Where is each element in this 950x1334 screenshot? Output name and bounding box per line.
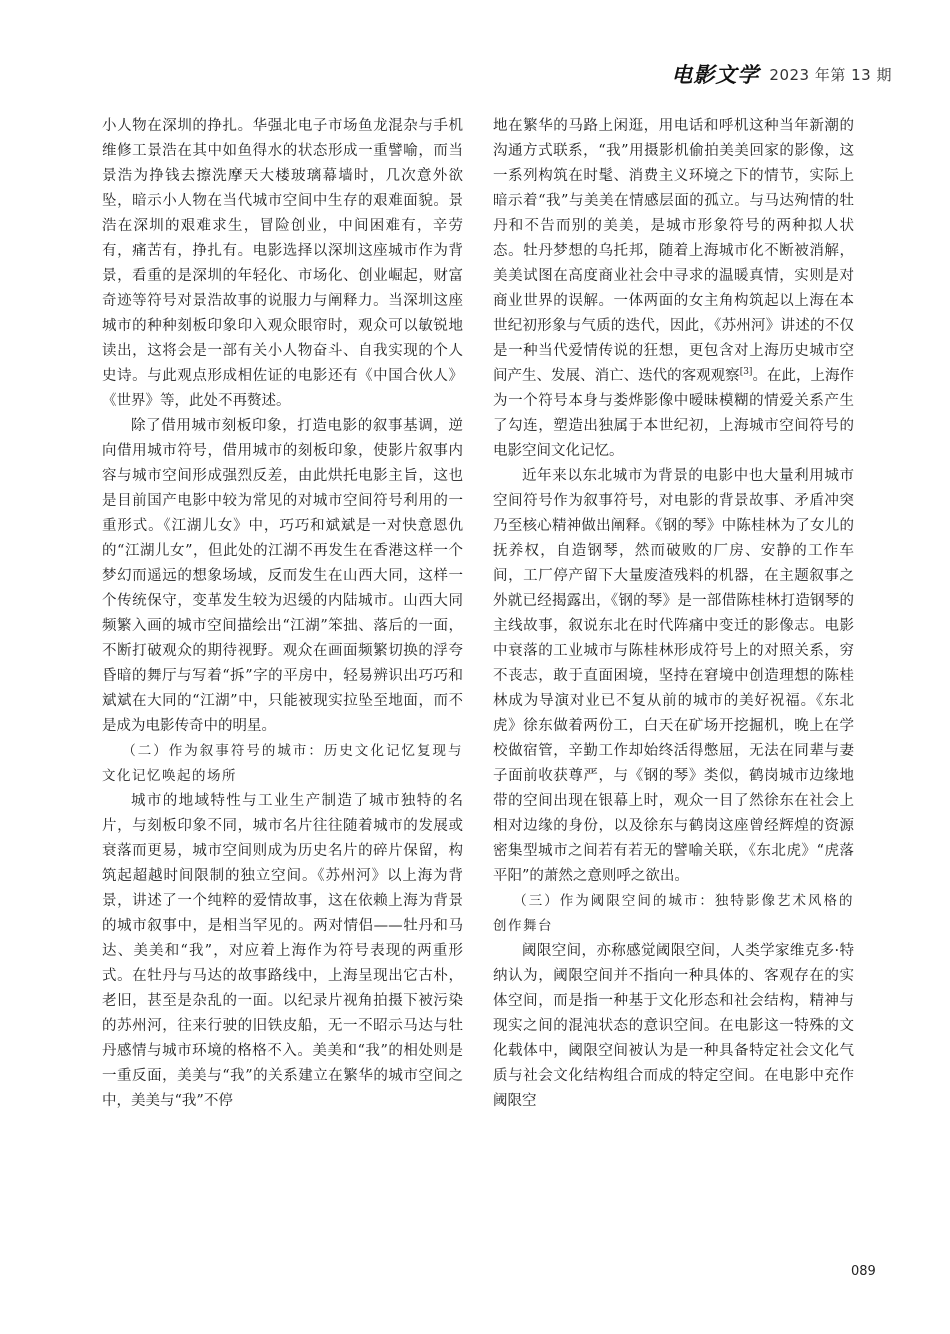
paragraph: 城市的地域特性与工业生产制造了城市独特的名片，与刻板印象不同，城市名片往往随着城市的发展或衰落而更易，城市空间则成为历史名片的碎片保留，构筑起超越时间限制的独立空间。《苏州河》以上海为背景，讲述了一个纯粹的爱情故事，这在依赖上海为背景的城市叙事中，是相当罕见的。两对情侣——牡丹和马达、美美和“我”，对应着上海作为符号表现的两重形式。在牡丹与马达的故事路线中，上海呈现出它古朴，老旧，甚至是杂乱的一面。以纪录片视角拍摄下被污染的苏州河，往来行驶的旧铁皮船，无一不昭示马达与牡丹感情与城市环境的格格不入。美美和“我”的相处则是一重反面，美美与“我”的关系建立在繁华的城市空间之中，美美与“我”不停	[102, 793, 463, 1109]
paragraph-text: 地在繁华的马路上闲逛，用电话和呼机这种当年新潮的沟通方式联系，“我”用摄影机偷拍美美回家的影像，这一系列构筑在时髦、消费主义环境之下的情节，实际上暗示着“我”与美美在情感层面的孤立。与马达殉情的牡丹和不告而别的美美，是城市形象符号的两种拟人状态。牡丹梦想的乌托邦，随着上海城市化不断被消解，美美试图在高度商业社会中寻求的温暖真情，实则是对商业世界的误解。一体两面的女主角构筑起以上海在本世纪初形象与气质的迭代，因此，《苏州河》讲述的不仅是一种当代爱情传说的狂想，更包含对上海历史城市空间产生、发展、消亡、迭代的客观观察	[493, 118, 854, 384]
paragraph: 小人物在深圳的挣扎。华强北电子市场鱼龙混杂与手机维修工景浩在其中如鱼得水的状态形成一重譬喻，而当景浩为挣钱去擦洗摩天大楼玻璃幕墙时，几次意外欲坠，暗示小人物在当代城市空间中生存的艰难面貌。景浩在深圳的艰难求生，冒险创业，中间困难有，辛劳有，痛苦有，挣扎有。电影选择以深圳这座城市作为背景，看重的是深圳的年轻化、市场化、创业崛起，财富奇迹等符号对景浩故事的说服力与阐释力。当深圳这座城市的种种刻板印象印入观众眼帘时，观众可以敏锐地读出，这将会是一部有关小人物奋斗、自我实现的个人史诗。与此观点形成相佐证的电影还有《中国合伙人》《世界》等，此处不再赘述。	[102, 118, 463, 409]
paragraph: 近年来以东北城市为背景的电影中也大量利用城市空间符号作为叙事符号，对电影的背景故事、矛盾冲突乃至核心精神做出阐释。《钢的琴》中陈桂林为了女儿的抚养权，自造钢琴，然而破败的厂房、安静的工作车间，工厂停产留下大量废渣残料的机器，在主题叙事之外就已经揭露出，《钢的琴》是一部借陈桂林打造钢琴的主线故事，叙说东北在时代阵痛中变迁的影像志。电影中衰落的工业城市与陈桂林形成符号上的对照关系，穷不丧志，敢于直面困境，坚持在窘境中创造理想的陈桂林成为导演对业已不复从前的城市的美好祝福。《东北虎》徐东做着两份工，白天在矿场开挖掘机，晚上在学校做宿管，辛勤工作却始终活得憋屈，无法在同辈与妻子面前收获尊严，与《钢的琴》类似，鹤岗城市边缘地带的空间出现在银幕上时，观众一目了然徐东在社会上相对边缘的身份，以及徐东与鹤岗这座曾经辉煌的资源密集型城市之间若有若无的譬喻关联，《东北虎》“虎落平阳”的萧然之意则呼之欲出。	[493, 468, 854, 884]
paragraph-text: 。在此，上海作为一个符号本身与娄烨影像中暧昧模糊的情爱关系产生了勾连，塑造出独属于本世纪初，上海城市空间符号的电影空间文化记忆。	[493, 368, 855, 459]
paragraph	[493, 114, 854, 464]
issue-label: 2023 年第 13 期	[769, 65, 892, 84]
journal-logo: 电影文学	[671, 62, 760, 87]
page-number: 089	[851, 1264, 876, 1279]
paragraph: 除了借用城市刻板印象，打造电影的叙事基调，逆向借用城市符号，借用城市的刻板印象，使影片叙事内容与城市空间形成强烈反差，由此烘托电影主旨，这也是目前国产电影中较为常见的对城市空间符号利用的一重形式。《江湖儿女》中，巧巧和斌斌是一对快意恩仇的“江湖儿女”，但此处的江湖不再发生在香港这样一个梦幻而遥远的想象场域，反而发生在山西大同，这样一个传统保守，变革发生较为迟缓的内陆城市。山西大同频繁入画的城市空间描绘出“江湖”笨拙、落后的一面，不断打破观众的期待视野。观众在画面频繁切换的浮夸昏暗的舞厅与写着“拆”字的平房中，轻易辨识出巧巧和斌斌在大同的“江湖”中，只能被现实拉坠至地面，而不是成为电影传奇中的明星。	[102, 418, 463, 734]
citation-ref: [3]	[739, 367, 753, 378]
running-header	[671, 60, 892, 88]
section-heading: （三）作为阈限空间的城市：独特影像艺术风格的创作舞台	[493, 893, 854, 934]
right-column	[493, 114, 854, 1114]
section-heading: （二）作为叙事符号的城市：历史文化记忆复现与文化记忆唤起的场所	[102, 743, 463, 784]
paragraph: 阈限空间，亦称感觉阈限空间，人类学家维克多·特纳认为，阈限空间并不指向一种具体的、客观存在的实体空间，而是指一种基于文化形态和社会结构，精神与现实之间的混沌状态的意识空间。在电影这一特殊的文化载体中，阈限空间被认为是一种具备特定社会文化气质与社会文化结构组合而成的特定空间。在电影中充作阈限空	[493, 943, 854, 1109]
left-column	[102, 114, 463, 1114]
